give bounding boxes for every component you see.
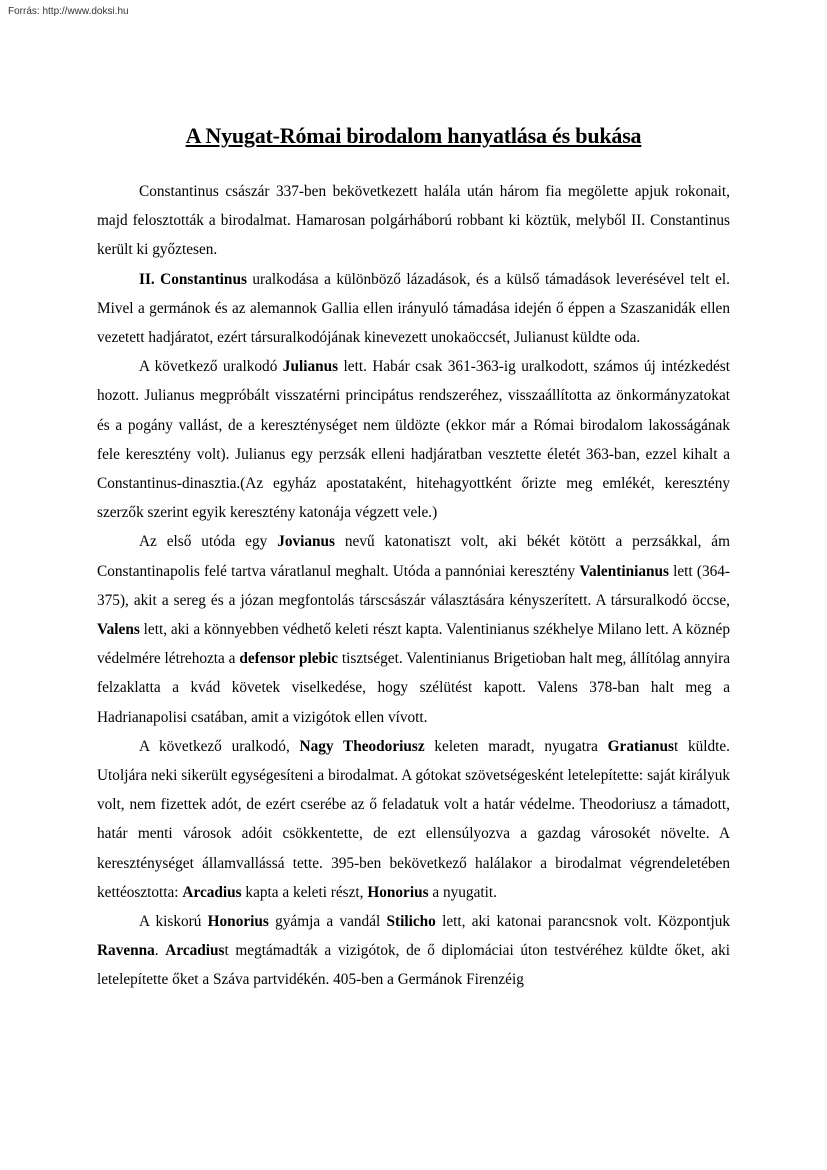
bold-term: Stilicho	[386, 913, 436, 931]
text-run: lett, aki katonai parancsnok volt. Központjuk	[435, 913, 731, 931]
bold-term: Valentinianus	[579, 562, 669, 580]
text-run: tisztséget. Valentinianus Brigetioban halt meg, állítólag annyira felzaklatta a kvád követek viselkedése, hogy szélütést kapott. Valens 378-ban halt meg a Hadrianapolisi csatában, amit a vizigótok ellen vívott.	[97, 650, 730, 726]
paragraph	[97, 527, 730, 731]
text-run: a nyugatit.	[428, 883, 497, 901]
paragraph	[97, 177, 730, 265]
text-run: lett. Habár csak 361-363-ig uralkodott, számos új intézkedést hozott. Julianus megpróbált visszatérni principátus rendszeréhez, visszaállította az önkormányzatokat és a pogány vallást, de a kereszténységet nem üldözte (ekkor már a Római birodalom lakosságának fele keresztény volt). Julianus egy perzsák elleni hadjáratban vesztette életét 363-ban, ezzel kihalt a Constantinus-dinasztia.(Az egyház apostataként, hitehagyottként őrizte meg emlékét, keresztény szerzők szerint egyik keresztény katonája végzett vele.)	[97, 358, 730, 522]
text-run: gyámja a vandál	[268, 913, 387, 931]
text-run: A következő uralkodó,	[139, 737, 300, 755]
paragraph	[97, 907, 730, 995]
text-run: t megtámadták a vizigótok, de ő diplomáciai úton testvéréhez küldte őket, aki letelepítette őket a Száva partvidékén. 405-ben a Germánok Firenzéig	[97, 942, 730, 989]
bold-term: Julianus	[282, 358, 339, 376]
bold-term: Arcadius	[182, 883, 242, 901]
bold-term: Ravenna	[97, 942, 155, 960]
bold-term: Jovianus	[277, 533, 335, 551]
bold-term: II. Constantinus	[139, 270, 247, 288]
text-run: lett, aki a könnyebben védhető keleti részt kapta. Valentinianus székhelye Milano lett. A köznép védelmére létrehozta a	[97, 621, 730, 668]
document-body	[97, 177, 730, 995]
text-run: t küldte. Utoljára neki sikerült egységesíteni a birodalmat. A gótokat szövetségesként letelepítette: saját királyuk volt, nem fizettek adót, de ezért cserébe az ő feladatuk volt a határ védelme. Theodoriusz a támadott, határ menti városok adóit csökkentette, de ezt ellensúlyozva a gazdag városokét növelte. A kereszténységet államvallássá tette. 395-ben bekövetkező halálakor a birodalmat végrendeletében kettéosztotta:	[97, 737, 731, 901]
bold-term: Nagy Theodoriusz	[299, 737, 425, 755]
text-run: .	[154, 942, 166, 960]
text-run: kapta a keleti részt,	[241, 883, 368, 901]
source-url: Forrás: http://www.doksi.hu	[8, 6, 129, 17]
bold-term: Honorius	[207, 913, 269, 931]
bold-term: Arcadius	[165, 942, 225, 960]
text-run: Constantinus császár 337-ben bekövetkezett halála után három fia megölette apjuk rokonait, majd felosztották a birodalmat. Hamarosan polgárháború robbant ki köztük, melyből II. Constantinus került ki győztesen.	[97, 183, 730, 259]
text-run: Az első utóda egy	[139, 533, 278, 551]
text-run: A kiskorú	[139, 913, 208, 931]
text-run: nevű katonatiszt volt, aki békét kötött a perzsákkal, ám Constantinapolis felé tartva váratlanul meghalt. Utóda a pannóniai keresztény	[97, 533, 730, 580]
paragraph	[97, 265, 730, 353]
bold-term: Honorius	[367, 883, 429, 901]
paragraph	[97, 732, 730, 907]
text-run: keleten maradt, nyugatra	[424, 737, 608, 755]
text-run: A következő uralkodó	[139, 358, 283, 376]
paragraph	[97, 352, 730, 527]
bold-term: Valens	[97, 621, 140, 639]
text-run: uralkodása a különböző lázadások, és a külső támadások leverésével telt el. Mivel a germánok és az alemannok Gallia ellen irányuló támadása idején ő éppen a Szaszanidák ellen vezetett hadjáratot, ezért társuralkodójának kinevezett unokaöccsét, Julianust küldte oda.	[97, 270, 730, 347]
page-title: A Nyugat-Római birodalom hanyatlása és bukása	[185, 122, 642, 148]
bold-term: Gratianus	[607, 737, 674, 755]
bold-term: defensor plebic	[239, 650, 339, 668]
text-run: lett (364-375), akit a sereg és a józan megfontolás társcsászár választására kényszerített. A társuralkodó öccse,	[97, 562, 730, 609]
